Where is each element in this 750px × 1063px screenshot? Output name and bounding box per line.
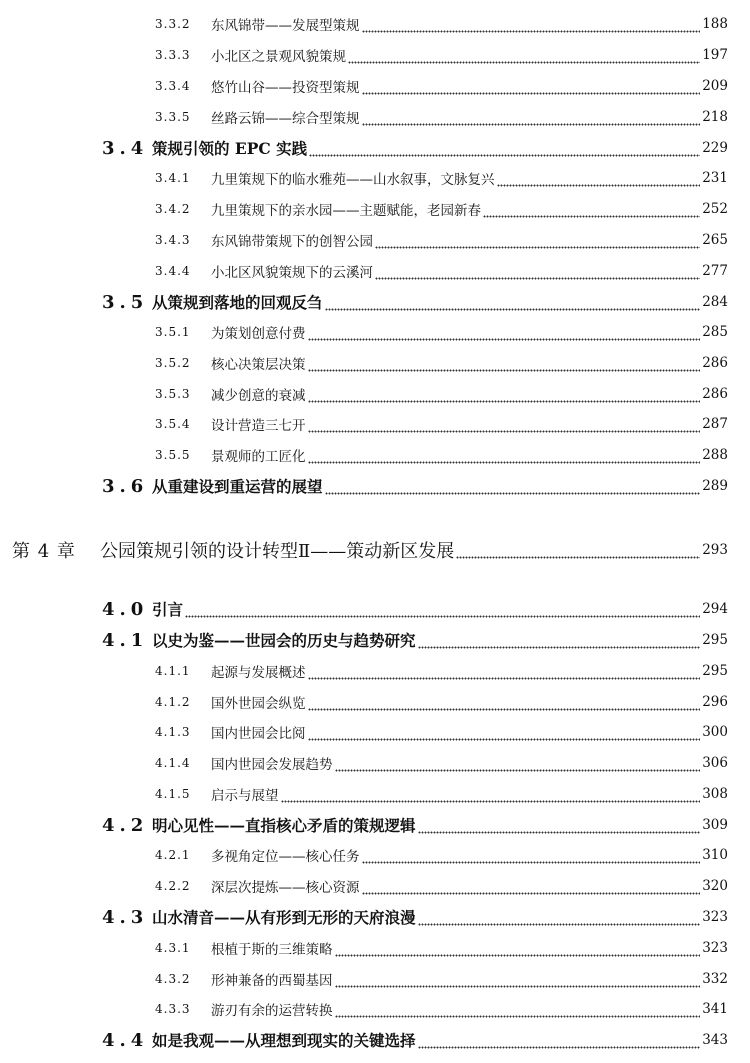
entry-page: 294 [702, 601, 728, 617]
entry-number: 4.2.2 [155, 879, 191, 893]
entry-number: 4.1.5 [155, 787, 191, 801]
dot-leader [362, 101, 701, 133]
entry-number: 3.6 [102, 475, 149, 497]
entry-page: 286 [702, 386, 728, 402]
toc-section[interactable] [102, 593, 728, 625]
entry-title: 悠竹山谷——投资型策规 [211, 80, 360, 96]
entry-number: 4.1.2 [155, 695, 191, 709]
entry-title: 小北区风貌策规下的云溪河 [211, 265, 373, 281]
entry-page: 252 [702, 201, 728, 217]
entry-page: 231 [702, 170, 728, 186]
entry-page: 229 [702, 140, 728, 156]
entry-number: 4.0 [102, 598, 149, 620]
entry-number: 3.3.2 [155, 17, 191, 31]
entry-number: 3.4.2 [155, 202, 191, 216]
dot-leader [375, 255, 700, 287]
entry-number: 4.3 [102, 906, 149, 928]
toc-section[interactable] [102, 901, 728, 933]
entry-page: 218 [702, 109, 728, 125]
dot-leader [325, 470, 701, 502]
entry-title: 以史为鉴——世园会的历史与趋势研究 [152, 631, 416, 650]
entry-title: 设计营造三七开 [211, 418, 306, 434]
chapter-title: 公园策规引领的设计转型Ⅱ——策动新区发展 [100, 541, 455, 562]
entry-title: 核心决策层决策 [211, 357, 306, 373]
dot-leader [362, 70, 701, 102]
entry-title: 小北区之景观风貌策规 [211, 49, 346, 65]
entry-page: 188 [702, 16, 728, 32]
toc-section[interactable] [102, 286, 728, 318]
dot-leader [362, 8, 701, 40]
dot-leader [281, 778, 701, 810]
entry-number: 3.5 [102, 291, 149, 313]
entry-title: 国外世园会纵览 [211, 696, 306, 712]
entry-title: 从策规到落地的回观反刍 [152, 293, 323, 312]
toc-entry[interactable] [155, 870, 728, 902]
entry-number: 4.1.3 [155, 725, 191, 739]
entry-title: 从重建设到重运营的展望 [152, 477, 323, 496]
dot-leader [335, 963, 701, 995]
entry-page: 300 [702, 724, 728, 740]
entry-page: 209 [702, 78, 728, 94]
entry-page: 284 [702, 294, 728, 310]
dot-leader [335, 993, 701, 1025]
toc-entry[interactable] [155, 839, 728, 871]
entry-page: 296 [702, 694, 728, 710]
dot-leader [335, 932, 701, 964]
toc-entry[interactable] [155, 193, 728, 225]
dot-leader [348, 39, 700, 71]
entry-number: 4.2 [102, 814, 149, 836]
dot-leader [185, 593, 700, 625]
toc-chapter[interactable] [12, 534, 728, 566]
entry-number: 4.3.3 [155, 1002, 191, 1016]
entry-number: 4.3.1 [155, 941, 191, 955]
entry-number: 3.5.5 [155, 448, 191, 462]
entry-title: 如是我观——从理想到现实的关键选择 [152, 1031, 416, 1050]
dot-leader [308, 686, 701, 718]
entry-title: 东风锦带策规下的创智公园 [211, 234, 373, 250]
dot-leader [308, 378, 701, 410]
toc-entry[interactable] [155, 963, 728, 995]
dot-leader [308, 408, 701, 440]
entry-title: 策规引领的 EPC 实践 [152, 139, 308, 158]
dot-leader [362, 839, 701, 871]
toc-section[interactable] [102, 132, 728, 164]
entry-page: 295 [702, 632, 728, 648]
entry-title: 起源与发展概述 [211, 665, 306, 681]
entry-page: 287 [702, 416, 728, 432]
dot-leader [497, 162, 701, 194]
entry-page: 310 [702, 847, 728, 863]
entry-title: 国内世园会比阅 [211, 726, 306, 742]
toc-entry[interactable] [155, 993, 728, 1025]
dot-leader [308, 439, 701, 471]
dot-leader [308, 316, 701, 348]
entry-page: 277 [702, 263, 728, 279]
toc-entry[interactable] [155, 8, 728, 40]
entry-number: 4.1.1 [155, 664, 191, 678]
toc-entry[interactable] [155, 224, 728, 256]
toc-entry[interactable] [155, 716, 728, 748]
toc-entry[interactable] [155, 70, 728, 102]
toc-entry[interactable] [155, 655, 728, 687]
toc-section[interactable] [102, 809, 728, 841]
dot-leader [418, 809, 701, 841]
dot-leader [456, 534, 700, 566]
entry-title: 景观师的工匠化 [211, 449, 306, 465]
chapter-number: 第 4 章 [12, 541, 76, 562]
entry-number: 3.5.2 [155, 356, 191, 370]
entry-page: 332 [702, 971, 728, 987]
dot-leader [325, 286, 701, 318]
entry-title: 九里策规下的亲水园——主题赋能，老园新春 [211, 203, 481, 219]
entry-title: 深层次提炼——核心资源 [211, 880, 360, 896]
entry-page: 286 [702, 355, 728, 371]
dot-leader [418, 624, 701, 656]
dot-leader [308, 347, 701, 379]
toc-section[interactable] [102, 624, 728, 656]
entry-number: 3.4.1 [155, 171, 191, 185]
entry-page: 308 [702, 786, 728, 802]
entry-title: 根植于斯的三维策略 [211, 942, 333, 958]
entry-number: 3.5.1 [155, 325, 191, 339]
entry-title: 游刃有余的运营转换 [211, 1003, 333, 1019]
entry-number: 3.3.5 [155, 110, 191, 124]
entry-title: 启示与展望 [211, 788, 279, 804]
toc-section[interactable] [102, 470, 728, 502]
entry-title: 明心见性——直指核心矛盾的策规逻辑 [152, 816, 416, 835]
entry-page: 293 [702, 542, 728, 558]
entry-page: 285 [702, 324, 728, 340]
toc-section[interactable] [102, 1024, 728, 1056]
dot-leader [418, 1024, 701, 1056]
entry-number: 4.2.1 [155, 848, 191, 862]
toc-entry[interactable] [155, 747, 728, 779]
entry-number: 4.4 [102, 1029, 149, 1051]
entry-number: 4.1.4 [155, 756, 191, 770]
entry-page: 343 [702, 1032, 728, 1048]
entry-title: 东风锦带——发展型策规 [211, 18, 360, 34]
entry-page: 323 [702, 909, 728, 925]
entry-page: 323 [702, 940, 728, 956]
entry-number: 3.4 [102, 137, 149, 159]
entry-title: 为策划创意付费 [211, 326, 306, 342]
entry-page: 295 [702, 663, 728, 679]
entry-title: 引言 [152, 600, 184, 619]
toc-entry[interactable] [155, 378, 728, 410]
toc-entry[interactable] [155, 162, 728, 194]
dot-leader [308, 716, 701, 748]
toc-entry[interactable] [155, 439, 728, 471]
entry-title: 形神兼备的西蜀基因 [211, 973, 333, 989]
entry-title: 减少创意的衰减 [211, 388, 306, 404]
toc-entry[interactable] [155, 686, 728, 718]
entry-number: 3.4.4 [155, 264, 191, 278]
entry-title: 九里策规下的临水雅苑——山水叙事，文脉复兴 [211, 172, 495, 188]
entry-number: 3.4.3 [155, 233, 191, 247]
toc-entry[interactable] [155, 932, 728, 964]
entry-number: 3.3.4 [155, 79, 191, 93]
entry-page: 309 [702, 817, 728, 833]
toc-entry[interactable] [155, 408, 728, 440]
entry-title: 山水清音——从有形到无形的天府浪漫 [152, 908, 416, 927]
dot-leader [375, 224, 700, 256]
entry-page: 320 [702, 878, 728, 894]
dot-leader [362, 870, 701, 902]
toc-entry[interactable] [155, 255, 728, 287]
toc-entry[interactable] [155, 316, 728, 348]
dot-leader [309, 132, 700, 164]
entry-title: 多视角定位——核心任务 [211, 849, 360, 865]
entry-number: 4.1 [102, 629, 149, 651]
toc-entry[interactable] [155, 347, 728, 379]
entry-number: 3.5.3 [155, 387, 191, 401]
entry-number: 3.3.3 [155, 48, 191, 62]
toc-entry[interactable] [155, 39, 728, 71]
entry-number: 4.3.2 [155, 972, 191, 986]
entry-page: 341 [702, 1001, 728, 1017]
entry-page: 289 [702, 478, 728, 494]
entry-title: 国内世园会发展趋势 [211, 757, 333, 773]
entry-page: 306 [702, 755, 728, 771]
entry-title: 丝路云锦——综合型策规 [211, 111, 360, 127]
entry-page: 288 [702, 447, 728, 463]
toc-entry[interactable] [155, 101, 728, 133]
dot-leader [335, 747, 701, 779]
dot-leader [308, 655, 701, 687]
entry-page: 265 [702, 232, 728, 248]
dot-leader [418, 901, 701, 933]
entry-page: 197 [702, 47, 728, 63]
dot-leader [483, 193, 700, 225]
entry-number: 3.5.4 [155, 417, 191, 431]
toc-entry[interactable] [155, 778, 728, 810]
